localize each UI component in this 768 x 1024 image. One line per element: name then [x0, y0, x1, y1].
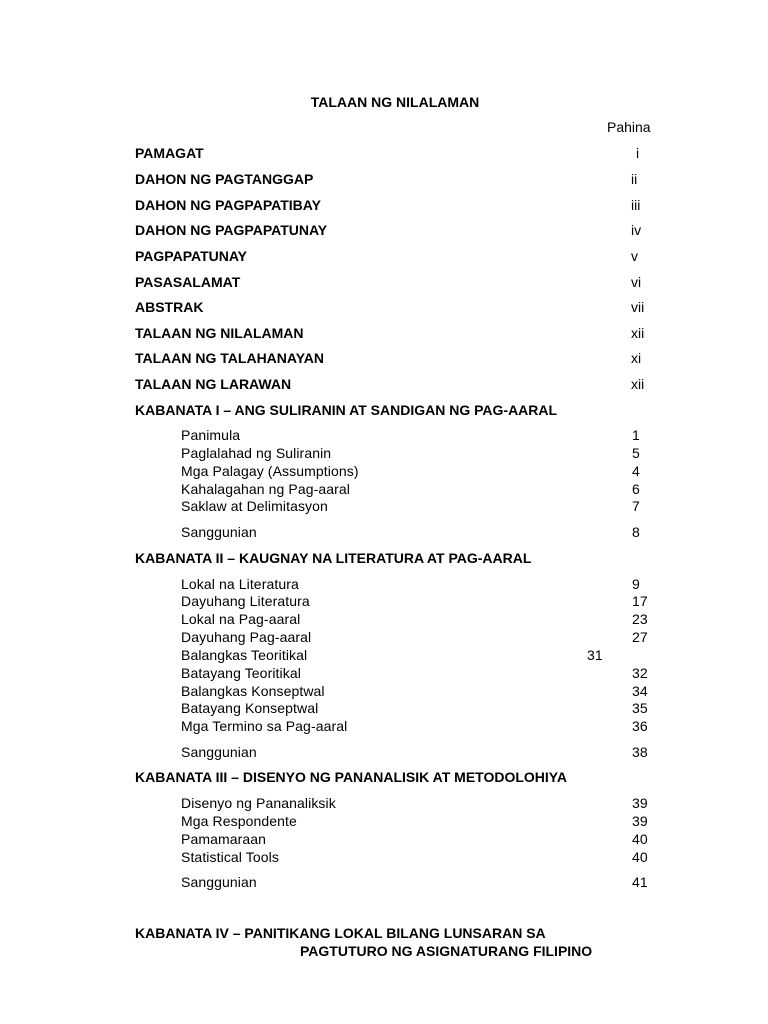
entry-page: i	[636, 145, 640, 161]
subentry-page: 35	[632, 700, 648, 716]
entry-label: TALAAN NG LARAWAN	[135, 376, 292, 392]
entry-label: PASASALAMAT	[135, 274, 241, 290]
toc-subentry	[181, 794, 661, 812]
subentry-label: Disenyo ng Pananaliksik	[181, 795, 336, 811]
toc-subentry	[181, 830, 661, 848]
chapter-4-heading	[135, 924, 655, 960]
subentry-label: Balangkas Konseptwal	[181, 683, 325, 699]
subentry-label: Lokal na Pag-aaral	[181, 611, 301, 627]
toc-entry	[135, 298, 695, 316]
subentry-page: 23	[632, 611, 648, 627]
toc-subentry	[181, 848, 661, 866]
subentry-page: 36	[632, 718, 648, 734]
entry-label: DAHON NG PAGPAPATUNAY	[135, 222, 328, 238]
toc-subentry	[181, 812, 661, 830]
toc-title: TALAAN NG NILALAMAN	[310, 94, 480, 110]
entry-label: PAMAGAT	[135, 145, 204, 161]
toc-entry	[135, 170, 695, 188]
entry-page: xii	[631, 376, 645, 392]
toc-entry	[135, 349, 695, 367]
toc-subentry	[181, 480, 661, 498]
subentry-label: Balangkas Teoritikal	[181, 647, 308, 663]
subentry-page: 32	[632, 665, 648, 681]
subentry-label: Batayang Teoritikal	[181, 665, 301, 681]
subentry-label: Saklaw at Delimitasyon	[181, 498, 328, 514]
subentry-page: 39	[632, 795, 648, 811]
entry-page: ii	[631, 171, 638, 187]
toc-subentry	[181, 717, 661, 735]
entry-page: vii	[631, 299, 645, 315]
toc-entry	[135, 247, 695, 265]
toc-subentry	[181, 664, 661, 682]
subentry-page: 9	[632, 576, 640, 592]
toc-subentry	[181, 592, 661, 610]
subentry-label: Paglalahad ng Suliranin	[181, 445, 332, 461]
toc-entry	[135, 196, 695, 214]
entry-page: v	[631, 248, 638, 264]
subentry-page: 7	[632, 498, 640, 514]
entry-page: iii	[631, 197, 641, 213]
subentry-label: Kahalagahan ng Pag-aaral	[181, 481, 350, 497]
subentry-label: Batayang Konseptwal	[181, 700, 319, 716]
entry-page: iv	[631, 222, 642, 238]
toc-subentry	[181, 426, 661, 444]
entry-label: DAHON NG PAGPAPATIBAY	[135, 197, 321, 213]
subentry-page: 1	[632, 427, 640, 443]
subentry-page: 40	[632, 831, 648, 847]
entry-label: PAGPAPATUNAY	[135, 248, 248, 264]
subentry-page: 39	[632, 813, 648, 829]
toc-subentry	[181, 743, 661, 761]
toc-subentry	[181, 575, 661, 593]
subentry-label: Panimula	[181, 427, 241, 443]
entry-page: xi	[631, 350, 642, 366]
subentry-page: 17	[632, 593, 648, 609]
toc-subentry	[181, 646, 661, 664]
toc-subentry	[181, 699, 661, 717]
subentry-label: Lokal na Literatura	[181, 576, 299, 592]
entry-label: ABSTRAK	[135, 299, 204, 315]
subentry-page: 38	[632, 744, 648, 760]
subentry-label: Dayuhang Pag-aaral	[181, 629, 312, 645]
subentry-label: Sanggunian	[181, 524, 257, 540]
subentry-label: Mga Respondente	[181, 813, 297, 829]
subentry-page: 34	[632, 683, 648, 699]
chapter-4-title-line-2: PAGTUTURO NG ASIGNATURANG FILIPINO	[300, 943, 593, 959]
toc-subentry	[181, 523, 661, 541]
toc-subentry	[181, 610, 661, 628]
toc-subentry	[181, 682, 661, 700]
subentry-label: Mga Termino sa Pag-aaral	[181, 718, 348, 734]
subentry-page: 4	[632, 463, 640, 479]
subentry-page: 8	[632, 524, 640, 540]
subentry-label: Pamamaraan	[181, 831, 267, 847]
subentry-label: Mga Palagay (Assumptions)	[181, 463, 359, 479]
entry-page: vi	[631, 274, 642, 290]
subentry-page: 41	[632, 874, 648, 890]
chapter-1-heading: KABANATA I – ANG SULIRANIN AT SANDIGAN NG PAG-AARAL	[135, 402, 558, 418]
toc-entry	[135, 144, 695, 162]
toc-subentry	[181, 444, 661, 462]
entry-label: DAHON NG PAGTANGGAP	[135, 171, 314, 187]
entry-page: xii	[631, 325, 645, 341]
toc-entry	[135, 375, 695, 393]
chapter-3-heading: KABANATA III – DISENYO NG PANANALISIK AT METODOLOHIYA	[135, 769, 567, 785]
toc-entry	[135, 273, 695, 291]
subentry-page: 27	[632, 629, 648, 645]
chapter-2-heading: KABANATA II – KAUGNAY NA LITERATURA AT PAG-AARAL	[135, 550, 532, 566]
subentry-label: Statistical Tools	[181, 849, 279, 865]
subentry-label: Sanggunian	[181, 744, 257, 760]
page-column-header: Pahina	[607, 119, 651, 135]
subentry-page: 40	[632, 849, 648, 865]
subentry-page: 5	[632, 445, 640, 461]
toc-subentry	[181, 873, 661, 891]
toc-entry	[135, 221, 695, 239]
subentry-page: 6	[632, 481, 640, 497]
subentry-label: Sanggunian	[181, 874, 257, 890]
subentry-page: 31	[587, 647, 603, 663]
toc-subentry	[181, 462, 661, 480]
toc-entry	[135, 324, 695, 342]
entry-label: TALAAN NG NILALAMAN	[135, 325, 304, 341]
chapter-4-title-line-1: KABANATA IV – PANITIKANG LOKAL BILANG LUNSARAN SA	[135, 925, 546, 941]
toc-subentry	[181, 497, 661, 515]
toc-subentry	[181, 628, 661, 646]
subentry-label: Dayuhang Literatura	[181, 593, 310, 609]
entry-label: TALAAN NG TALAHANAYAN	[135, 350, 324, 366]
